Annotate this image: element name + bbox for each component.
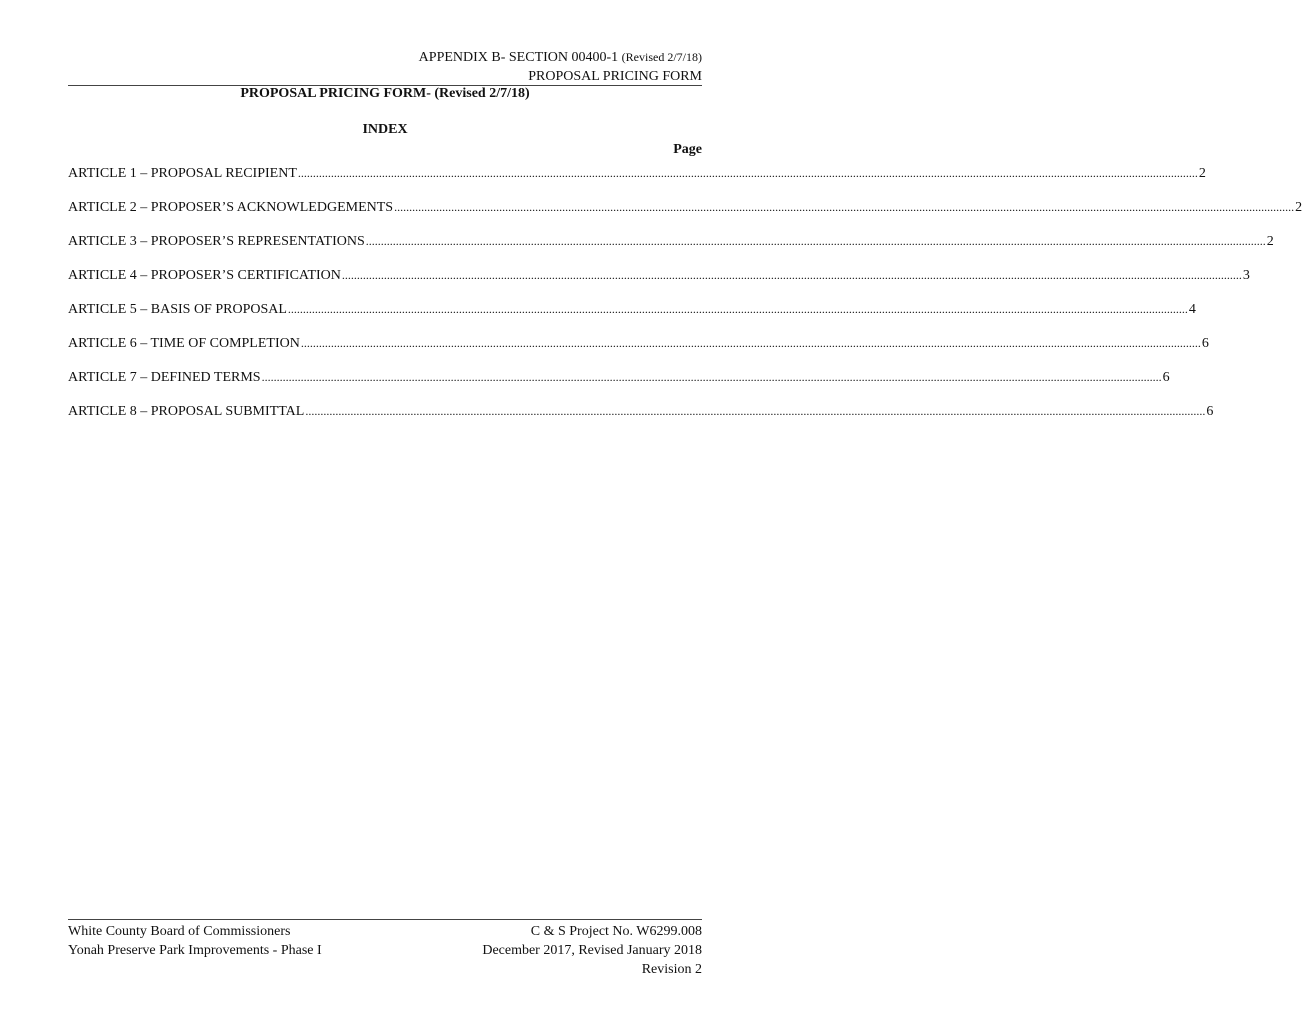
footer-project-name: Yonah Preserve Park Improvements - Phase I: [68, 943, 322, 958]
toc-entry-page: 3: [1242, 268, 1250, 283]
toc-entry[interactable]: [68, 200, 1302, 234]
toc-leader-dots: ............................................................................................................................................................................................................................................................................................................: [365, 234, 1266, 248]
toc-entry-page: 4: [1188, 302, 1196, 317]
footer-rule: [68, 919, 702, 920]
toc-entry-label: ARTICLE 8 – PROPOSAL SUBMITTAL: [68, 404, 305, 419]
footer-right: [482, 922, 702, 979]
toc-entry-page: 6: [1162, 370, 1170, 385]
toc-entry-page: 2: [1266, 234, 1274, 249]
toc-leader-dots: ............................................................................................................................................................................................................................................................................................................: [394, 200, 1295, 214]
toc-entry[interactable]: [68, 302, 1196, 336]
toc-entry-label: ARTICLE 2 – PROPOSER’S ACKNOWLEDGEMENTS: [68, 200, 394, 215]
footer-left: [68, 922, 322, 960]
toc-leader-dots: ............................................................................................................................................................................................................................................................................................................: [297, 166, 1198, 180]
toc-entry-page: 2: [1198, 166, 1206, 181]
toc-leader-dots: ............................................................................................................................................................................................................................................................................................................: [341, 268, 1242, 282]
table-of-contents: [68, 166, 1302, 438]
footer-date: December 2017, Revised January 2018: [482, 943, 702, 958]
toc-entry[interactable]: [68, 370, 1170, 404]
footer-revision: Revision 2: [641, 962, 702, 977]
toc-entry-page: 6: [1206, 404, 1214, 419]
page-header: [419, 48, 702, 86]
page-column-heading: Page: [673, 142, 702, 157]
toc-entry-label: ARTICLE 4 – PROPOSER’S CERTIFICATION: [68, 268, 341, 283]
toc-entry[interactable]: [68, 268, 1250, 302]
toc-entry-page: 6: [1201, 336, 1209, 351]
header-revised: (Revised 2/7/18): [621, 50, 702, 64]
index-heading: INDEX: [362, 122, 408, 137]
toc-leader-dots: ............................................................................................................................................................................................................................................................................................................: [305, 404, 1206, 418]
header-section: APPENDIX B- SECTION 00400-1: [418, 50, 619, 65]
footer-project-number: C & S Project No. W6299.008: [530, 924, 702, 939]
header-line-1: [419, 48, 702, 67]
toc-entry[interactable]: [68, 336, 1209, 370]
footer-owner: White County Board of Commissioners: [68, 924, 291, 939]
toc-entry[interactable]: [68, 234, 1274, 268]
toc-entry-page: 2: [1295, 200, 1302, 215]
toc-entry-label: ARTICLE 6 – TIME OF COMPLETION: [68, 336, 300, 351]
toc-leader-dots: ............................................................................................................................................................................................................................................................................................................: [261, 370, 1162, 384]
toc-entry-label: ARTICLE 7 – DEFINED TERMS: [68, 370, 261, 385]
toc-entry[interactable]: [68, 404, 1214, 438]
header-line-2: PROPOSAL PRICING FORM: [528, 69, 702, 84]
toc-entry[interactable]: [68, 166, 1206, 200]
toc-entry-label: ARTICLE 5 – BASIS OF PROPOSAL: [68, 302, 287, 317]
toc-leader-dots: ............................................................................................................................................................................................................................................................................................................: [300, 336, 1201, 350]
toc-entry-label: ARTICLE 1 – PROPOSAL RECIPIENT: [68, 166, 297, 181]
toc-entry-label: ARTICLE 3 – PROPOSER’S REPRESENTATIONS: [68, 234, 365, 249]
document-title: PROPOSAL PRICING FORM- (Revised 2/7/18): [240, 86, 530, 101]
toc-leader-dots: ............................................................................................................................................................................................................................................................................................................: [287, 302, 1188, 316]
